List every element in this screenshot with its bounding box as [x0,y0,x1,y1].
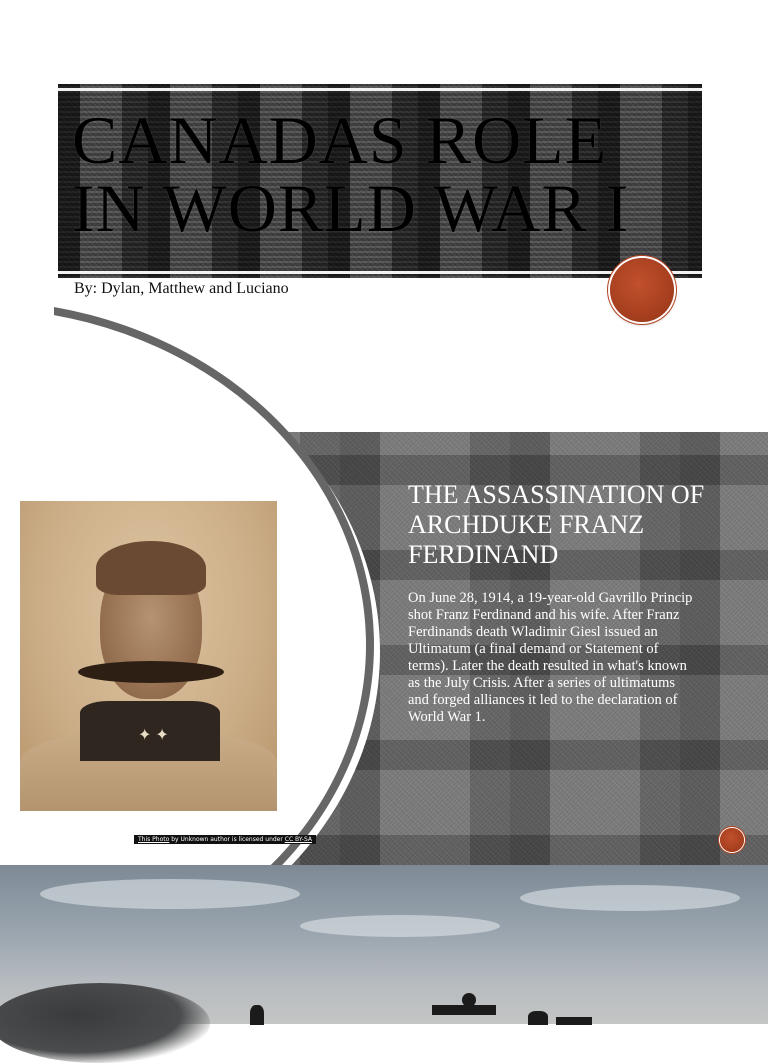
presentation-title: CANADAS ROLE IN WORLD WAR I [72,102,630,246]
circle-orb-icon [720,828,744,852]
license-link[interactable]: CC BY-SA [284,836,312,843]
smoke-cloud [0,983,210,1063]
slide-body-text: On June 28, 1914, a 19-year-old Gavrillo Princip shot Franz Ferdinand and his wife. After Franz Ferdinands death Wladimir Giesl issued an Ultimatum (a final demand or Statement of terms). Later the death resulted in what's known as the July Crisis. After a series of ultimatums and forged alliances it led to the declaration of World War 1. [408,590,693,725]
author-byline: By: Dylan, Matthew and Luciano [74,280,289,297]
artillery-silhouette [432,1005,496,1015]
sky-cloud [520,885,740,911]
title-band-top-rule [58,88,702,91]
sky-cloud [40,879,300,909]
gun-silhouette [556,1017,592,1025]
battlefield-photo-slide [0,865,768,1024]
photo-credit-caption [134,835,316,844]
title-band [58,84,702,278]
portrait-mustache [78,661,224,683]
soldier-silhouette [250,1005,264,1025]
archduke-portrait-image [20,501,312,843]
artillery-wheel-silhouette [462,993,476,1007]
caption-middle-text: by Unknown author is licensed under [169,836,285,843]
title-band-bottom-rule [58,271,702,274]
soldier-silhouette [528,1011,548,1025]
slide-heading: THE ASSASSINATION OF ARCHDUKE FRANZ FERDINAND [408,480,705,569]
portrait-hair [96,541,206,595]
circle-orb-icon [610,258,674,322]
photo-link[interactable]: This Photo [138,836,170,843]
sky-cloud [300,915,500,937]
assassination-slide [0,432,768,865]
collar-stars-icon: ✦✦ [138,725,173,744]
